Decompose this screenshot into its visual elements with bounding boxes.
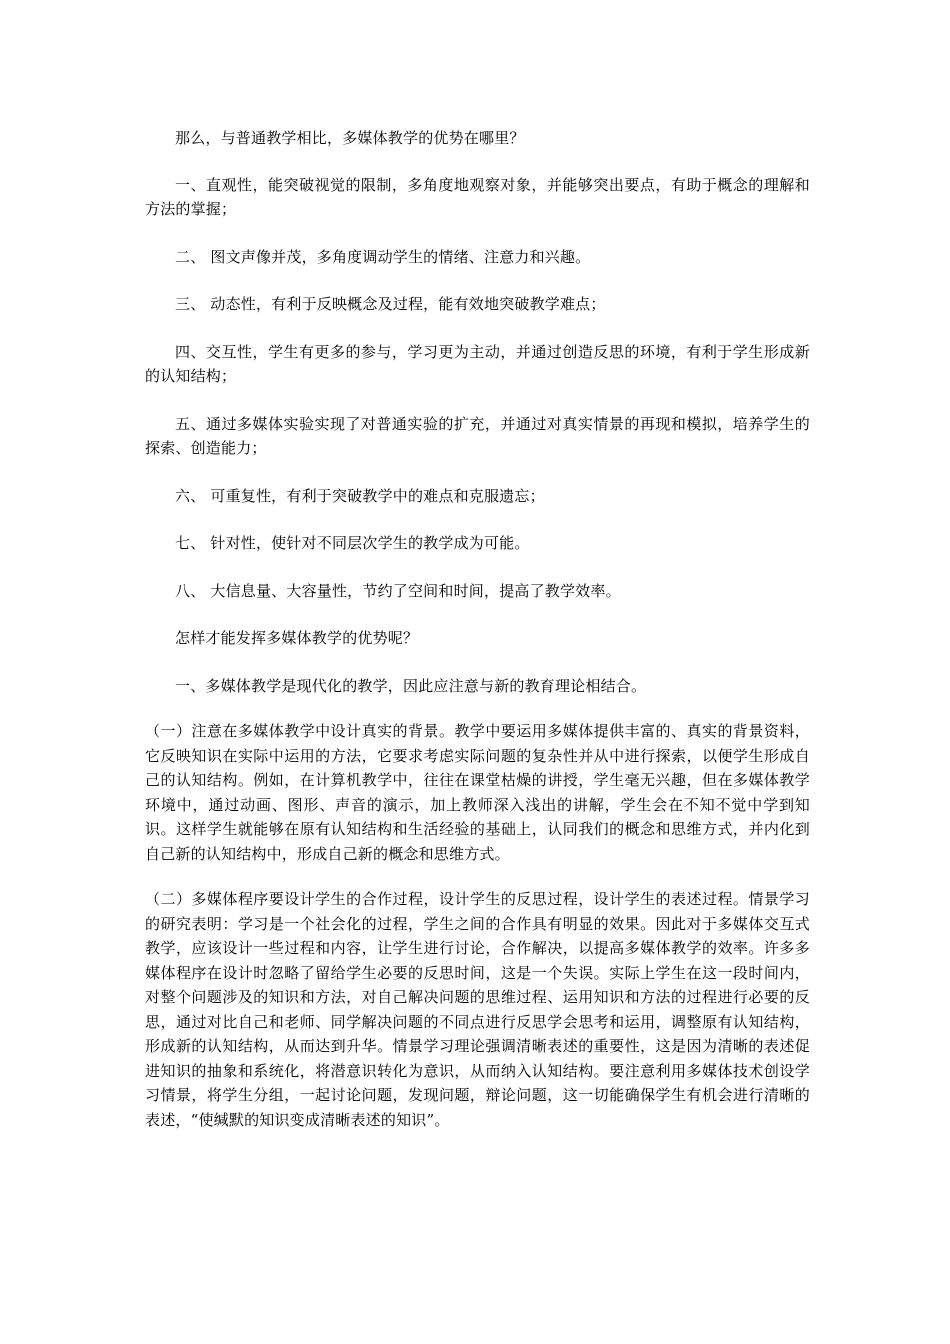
advantage-3: 三、 动态性，有利于反映概念及过程，能有效地突破教学难点； [175,295,606,313]
advantage-8: 八、 大信息量、大容量性，节约了空间和时间，提高了教学效率。 [175,581,621,600]
document-page [145,126,810,1132]
advantage-4: 四、交互性，学生有更多的参与，学习更为主动，并通过创造反思的环境，有利于学生形成新的认知结构； [145,342,810,385]
method-1-sub-2: （二）多媒体程序要设计学生的合作过程，设计学生的反思过程，设计学生的表述过程。情景学习的研究表明：学习是一个社会化的过程，学生之间的合作具有明显的效果。因此对于多媒体交互式教学，应该设计一些过程和内容，让学生进行讨论，合作解决，以提高多媒体教学的效率。许多多媒体程序在设计时忽略了留给学生必要的反思时间，这是一个失误。实际上学生在这一段时间内，对整个问题涉及的知识和方法，对自己解决问题的思维过程、运用知识和方法的过程进行必要的反思，通过对比自己和老师、同学解决问题的不同点进行反思学会思考和运用，调整原有认知结构，形成新的认知结构，从而达到升华。情景学习理论强调清晰表述的重要性，这是因为清晰的表述促进知识的抽象和系统化，将潜意识转化为意识，从而纳入认知结构。要注意利用多媒体技术创设学习情景，将学生分组，一起讨论问题，发现问题，辩论问题，这一切能确保学生有机会进行清晰的表述，“使缄默的知识变成清晰表述的知识”。 [145,890,810,1129]
method-1-sub-1: （一）注意在多媒体教学中设计真实的背景。教学中要运用多媒体提供丰富的、真实的背景资料，它反映知识在实际中运用的方法，它要求考虑实际问题的复杂性并从中进行探索，以便学生形成自己的认知结构。例如，在计算机教学中，往往在课堂枯燥的讲授，学生毫无兴趣，但在多媒体教学环境中，通过动画、图形、声音的演示，加上教师深入浅出的讲解，学生会在不知不觉中学到知识。这样学生就能够在原有认知结构和生活经验的基础上，认同我们的概念和思维方式，并内化到自己新的认知结构中，形成自己新的概念和思维方式。 [145,722,810,863]
advantage-7: 七、 针对性，使针对不同层次学生的教学成为可能。 [175,534,530,552]
advantage-1: 一、直观性，能突破视觉的限制，多角度地观察对象，并能够突出要点，有助于概念的理解和方法的掌握； [145,175,810,218]
intro-question: 那么，与普通教学相比，多媒体教学的优势在哪里？ [175,129,525,147]
advantage-2: 二、 图文声像并茂，多角度调动学生的情绪、注意力和兴趣。 [175,247,591,266]
advantage-5: 五、通过多媒体实验实现了对普通实验的扩充，并通过对真实情景的再现和模拟，培养学生的探索、创造能力； [145,414,810,457]
method-1: 一、多媒体教学是现代化的教学，因此应注意与新的教育理论相结合。 [175,676,647,695]
how-question: 怎样才能发挥多媒体教学的优势呢？ [175,629,419,647]
advantage-6: 六、 可重复性，有利于突破教学中的难点和克服遗忘； [175,486,545,505]
